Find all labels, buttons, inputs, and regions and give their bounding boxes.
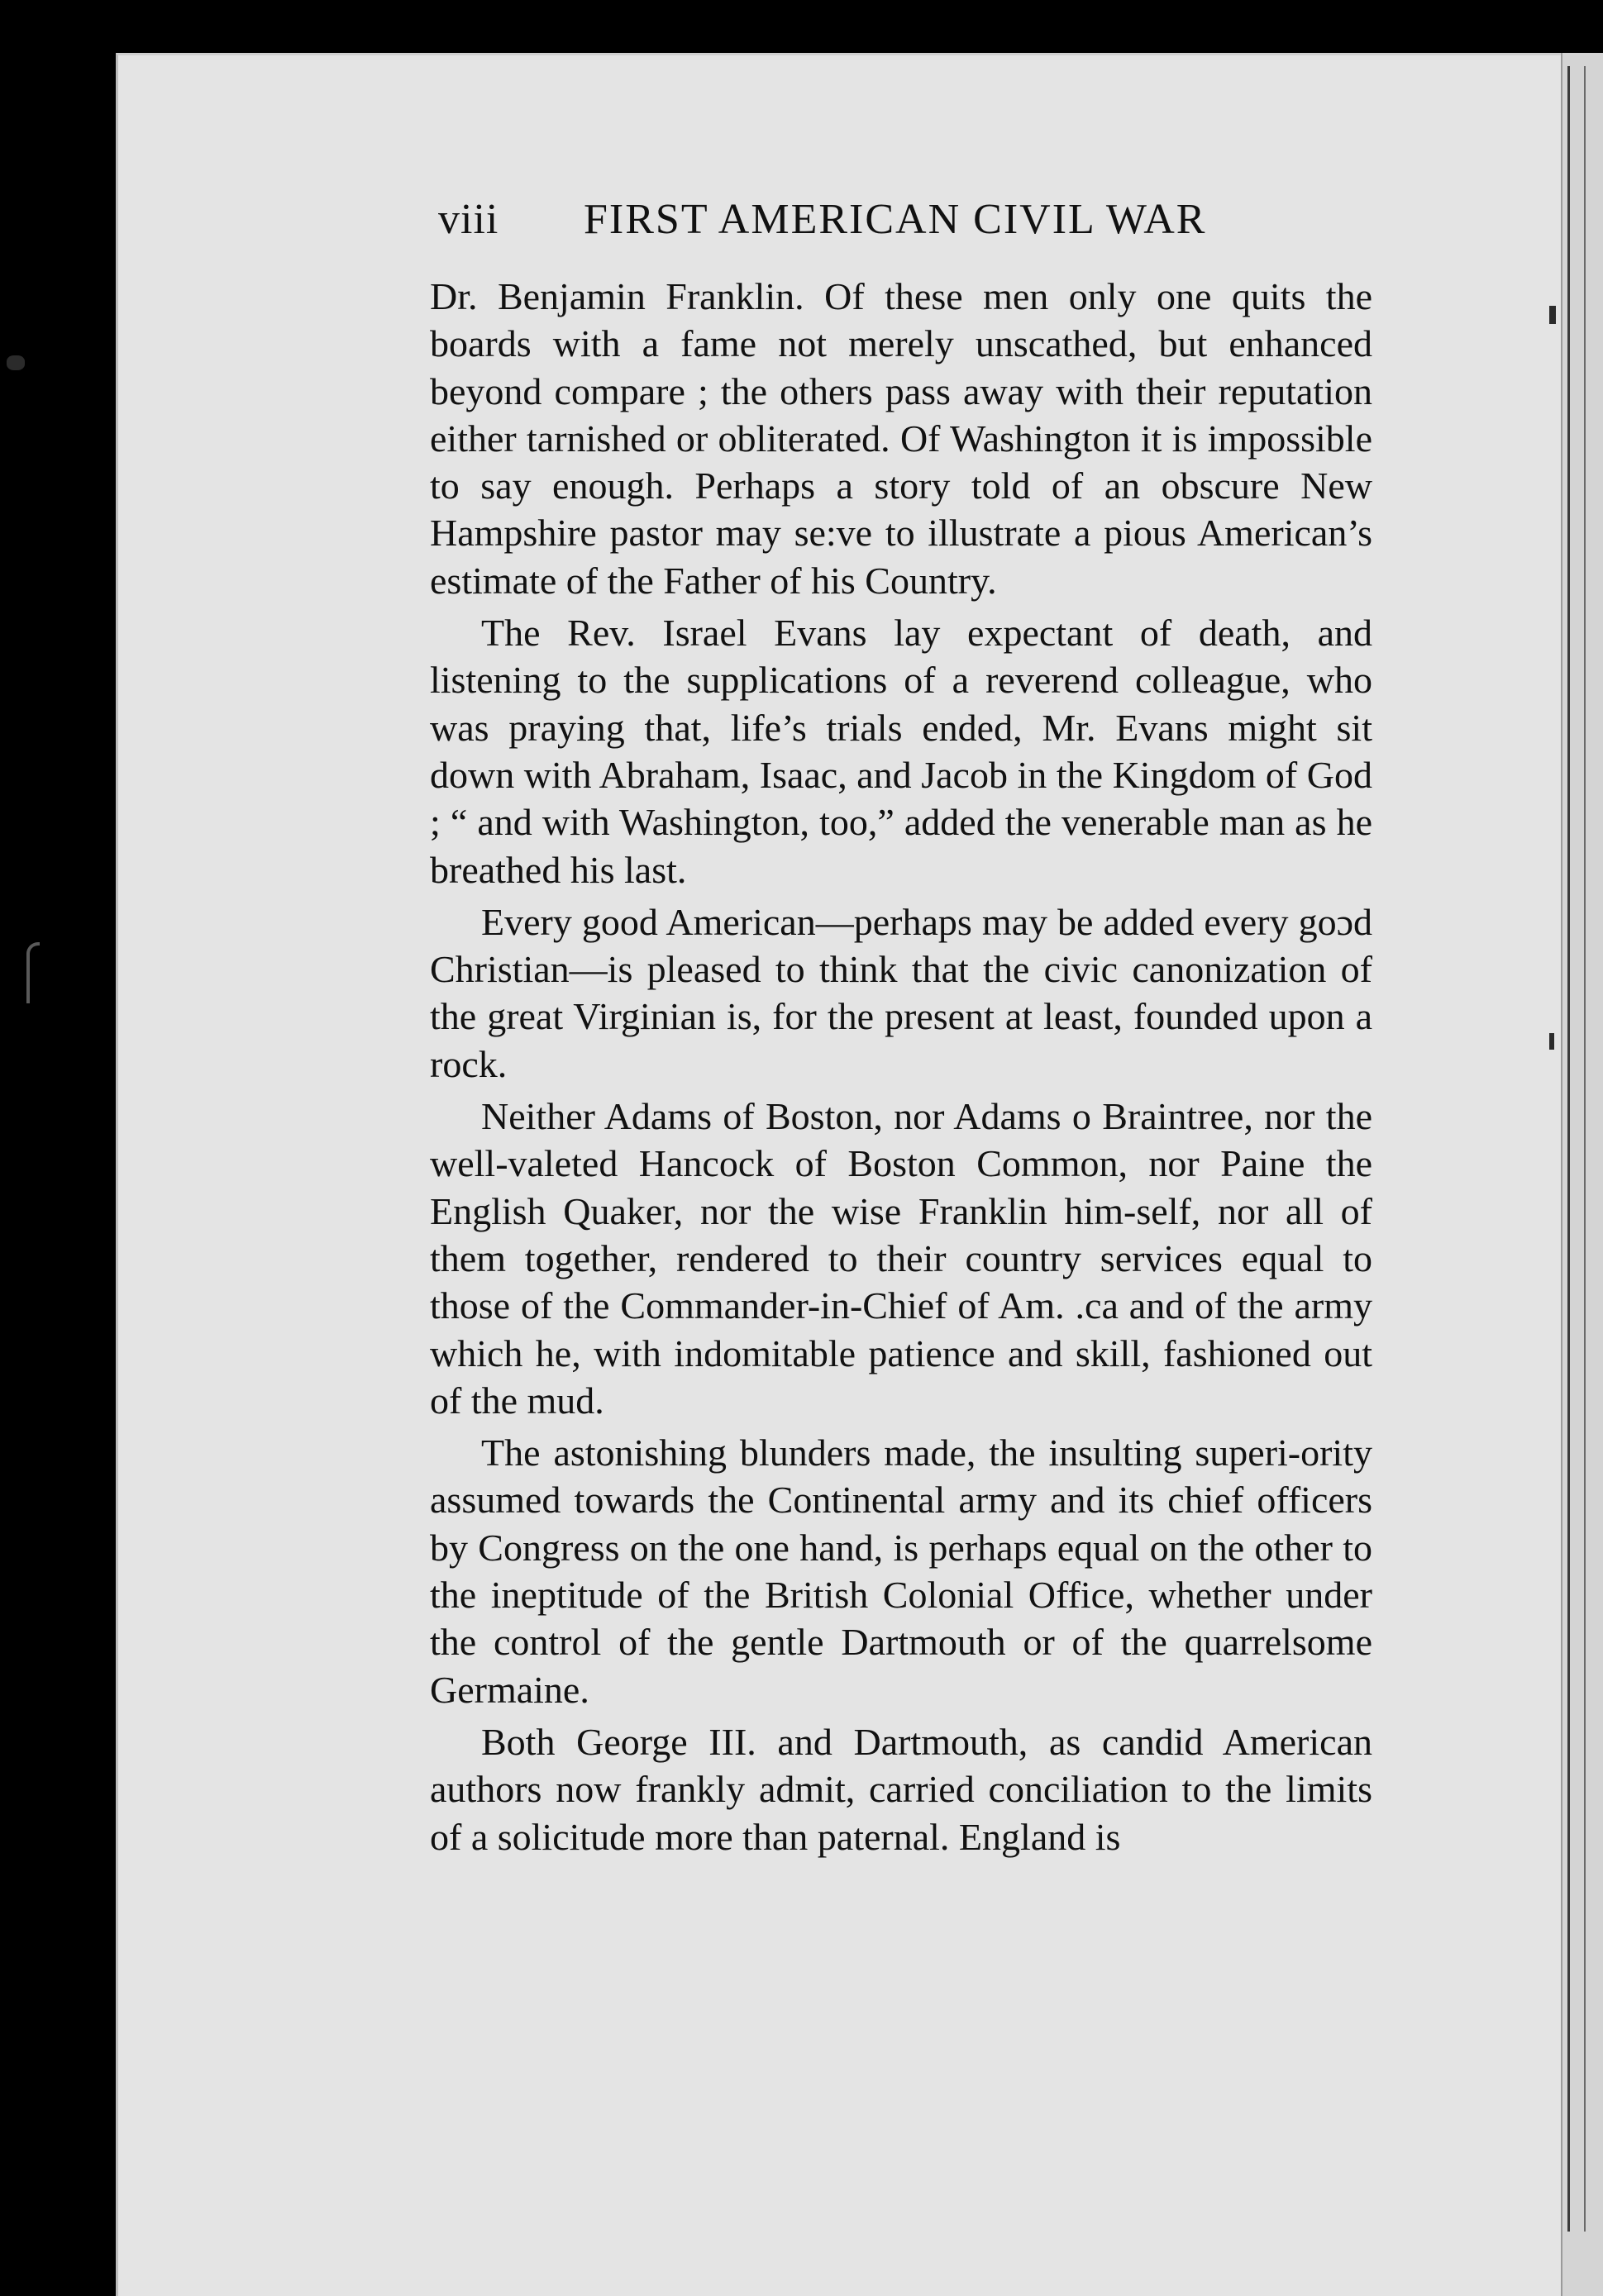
running-title: FIRST AMERICAN CIVIL WAR <box>584 196 1207 243</box>
scan-speck <box>26 942 40 1003</box>
paragraph: Both George III. and Dartmouth, as candid American authors now frankly admit, carried conciliation to the limits of a solicitude more than paternal. England is <box>430 1720 1372 1858</box>
scan-speck <box>7 355 25 370</box>
paragraph: Neither Adams of Boston, nor Adams o Braintree, nor the well-valeted Hancock of Boston Common, nor Paine the English Quaker, nor the wise Franklin him-self, nor all of them together, rendered to their country services equal to those of the Commander-in-Chief of Am. .ca and of the army which he, with indomitable patience and skill, fashioned out of the mud. <box>430 1095 1372 1422</box>
binding-line <box>1567 66 1570 2232</box>
binding-line-inner <box>1584 66 1586 2232</box>
scan-speck <box>1549 1033 1554 1050</box>
paragraph: Dr. Benjamin Franklin. Of these men only one quits the boards with a fame not merely unscathed, but enhanced beyond compare ; the others pass away with their reputation either tarnished or obliterated. Of Washington it is impossible to say enough. Perhaps a story told of an obscure New Hampshire pastor may se:ve to illustrate a pious American’s estimate of the Father of his Country. <box>430 275 1372 602</box>
running-head <box>438 195 1372 253</box>
paragraph: The astonishing blunders made, the insulting superi-ority assumed towards the Continental army and its chief officers by Congress on the one hand, is perhaps equal on the other to the ineptitude of the British Colonial Office, whether under the control of the gentle Dartmouth or of the quarrelsome Germaine. <box>430 1431 1372 1711</box>
paragraph: Every good American—perhaps may be added every goɔd Christian—is pleased to think that the civic canonization of the great Virginian is, for the present at least, founded upon a rock. <box>430 900 1372 1085</box>
page-number: viii <box>438 196 499 243</box>
body-text <box>430 273 1372 1860</box>
paragraph: The Rev. Israel Evans lay expectant of death, and listening to the supplications of a reverend colleague, who was praying that, life’s trials ended, Mr. Evans might sit down with Abraham, Isaac, and Jacob in the Kingdom of God ; “ and with Washington, too,” added the venerable man as he breathed his last. <box>430 612 1372 891</box>
scan-speck <box>1549 306 1556 324</box>
